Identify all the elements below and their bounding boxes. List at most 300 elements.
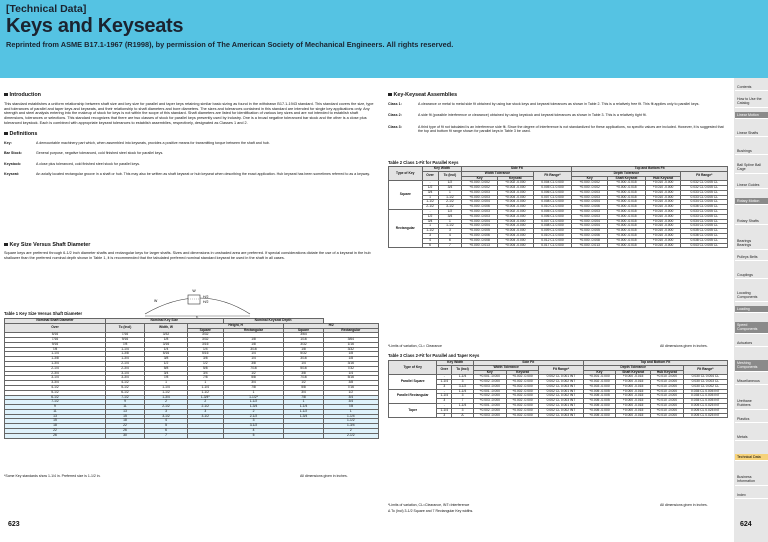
table-cell: +0.004 -0.000 (497, 233, 533, 238)
sidebar-item[interactable]: Bushings (735, 148, 768, 155)
table-cell: +0.002 -0.000 (506, 404, 539, 409)
table-cell: +0.010 -0.000 (645, 238, 681, 243)
table-header-cell: Fit Range* (681, 171, 728, 181)
table-cell: 1-1/4 (452, 389, 474, 394)
table-header-cell: Side Fit (462, 167, 572, 172)
table-cell: +0.004 -0.000 (497, 229, 533, 234)
table-cell: +0.000 -0.015 (616, 408, 651, 413)
table-cell: 0.035 CL 0.005 CL (681, 229, 728, 234)
table-cell: +0.004 -0.000 (497, 238, 533, 243)
table-cell: +0.000 -0.015 (616, 404, 651, 409)
table-cell: 5/8 (284, 385, 323, 390)
table-header-cell: Key (473, 370, 506, 375)
table-header-cell: To (Incl) (452, 365, 474, 375)
table-cell: 3/4 (223, 381, 284, 386)
assembly-text: A third type of fit not tabulated is an interference side fit. Since the degree of interference is not standardized for these applications, no specific values are included. However, it is suggested that the top and bottom fit range shown for parallel keys in Table 3 be used. (418, 124, 724, 134)
table-cell: +0.000 -0.015 (616, 394, 651, 399)
table-cell: 0.002 CL 0.003 INT (539, 384, 583, 389)
key-type-cell: Parallel Square (389, 375, 437, 389)
table3-note2: Δ To (Incl) 3-1/2 Square and 7 Rectangular Key widths. (388, 509, 474, 513)
table-cell: 0.010 CL 0.000 (533, 233, 572, 238)
table-cell: - (437, 375, 452, 380)
sidebar-item[interactable]: Couplings (735, 272, 768, 279)
table-header-cell: Nominal Key Size (105, 319, 223, 324)
table-cell: 1 (284, 400, 323, 405)
table-cell: 18 (5, 424, 106, 429)
table-cell: +0.004 -0.000 (497, 195, 533, 200)
table-header-cell: Keyseat (506, 370, 539, 375)
table-cell: +0.004 -0.000 (497, 200, 533, 205)
table-cell: 1 (422, 224, 438, 229)
table-cell: +0.001 -0.000 (473, 375, 506, 380)
table-cell: 30 (105, 433, 144, 438)
sidebar-item[interactable]: Miscellaneous (735, 378, 768, 385)
table-row (389, 243, 728, 248)
table-cell: +0.010 -0.000 (645, 210, 681, 215)
table-cell: 7 (145, 433, 188, 438)
table-cell: +0.000 -0.004 (462, 200, 498, 205)
intro-body: This standard establishes a uniform relationship between shaft size and key size for parallel and taper keys retaining similar basic sizing as found in the withdrawn B17.1-1943 standard. This standard covers the size, type and tolerances of parallel and taper keys and keyseats, and their relationship to shaft diameters and bore diameters. The sizes and tolerances contained in this standard are intended for single key applications only. Any strength and steel analysis entering into the makeup of stock for keys is not within the scope of this standard. Shaft diameters are listed for identification of various key sizes and are not intended to establish shaft dimensions, tolerances or selections. This standard recognizes that there are two classes of stock for parallel keys presently used by industry. One is a broad negative toleranced bar stock and the other is a close plus toleranced keystock. Each is combined with appropriate keyseat tolerances to establish assemblies, respectively, designated as Classes 1 and 2. (4, 102, 374, 125)
table-cell: +0.010 -0.000 (645, 233, 681, 238)
table-cell: +0.010 -0.000 (645, 214, 681, 219)
table-cell: 0.030 CL 0.002 CL (683, 384, 727, 389)
table-cell: 1/2 (145, 362, 188, 367)
table-cell: 0.036 CL 0.005 CL (681, 233, 728, 238)
table-cell: 9 (5, 405, 106, 410)
table-cell: +0.010 -0.000 (650, 394, 683, 399)
table-header-cell: Depth Tolerance (572, 171, 681, 176)
table-cell: 3/32 (187, 333, 223, 338)
table-cell: 26 (5, 433, 106, 438)
table-cell: 0.002 CL 0.002 INT (539, 394, 583, 399)
table-cell: +0.005 -0.000 (583, 408, 616, 413)
table-cell: 3-1/4 (105, 371, 144, 376)
table-cell: 0.033 CL 0.005 CL (681, 210, 728, 215)
sidebar-item[interactable]: Technical Data (735, 454, 768, 461)
table-cell: 1 (323, 409, 378, 414)
table-cell: 0.012 CL 0.000 (533, 238, 572, 243)
table-cell: 3 (223, 419, 284, 424)
table-cell: 3/32 (145, 333, 188, 338)
table-cell: +0.000 -0.008 (462, 238, 498, 243)
sidebar-item[interactable]: Urethane Rubbers (735, 398, 768, 410)
definition-text: A demountable machinery part which, when assembled into keyseats, provides a positive means for transmitting torque between the shaft and hub. (36, 141, 270, 145)
table-cell: 5/32 (284, 352, 323, 357)
table-cell: 5 (145, 424, 188, 429)
table2 (388, 166, 728, 248)
table-header-cell: Rectangular (323, 328, 378, 333)
table-cell: 9/16 (105, 338, 144, 343)
table-header-cell: Top and Bottom Fit (572, 167, 728, 172)
table-cell: 1 (438, 190, 462, 195)
table-row (5, 433, 379, 438)
table-cell: +0.003 -0.000 (473, 413, 506, 418)
table-cell: 0.010 CL 0.000 (533, 205, 572, 210)
table-cell: +0.000 -0.015 (608, 181, 646, 186)
sidebar-item[interactable]: Plastics (735, 416, 768, 423)
table-header-cell: Key Width (437, 361, 473, 366)
table-cell: +0.002 -0.000 (506, 375, 539, 380)
table-cell: 1-1/2 (145, 390, 188, 395)
table-cell: +0.000 -0.015 (616, 384, 651, 389)
table-cell: +0.000 -0.015 (608, 233, 646, 238)
table-cell: 0.017 CL 0.000 (533, 243, 572, 248)
table-cell: 0.007 CL 0.000 (533, 219, 572, 224)
table-cell: 7/16 (323, 385, 378, 390)
table-cell: +0.010 -0.000 (645, 243, 681, 248)
table-cell: +0.000 -0.015 (616, 399, 651, 404)
assembly-item (388, 102, 728, 106)
table-header-cell: Square (187, 328, 223, 333)
sidebar-item[interactable]: Index (735, 492, 768, 499)
table-cell: 0.002 CL 0.001 INT (539, 375, 583, 380)
table-cell: 0.032 CL 0.005 CL (681, 181, 728, 186)
table-cell: 5/8 (223, 376, 284, 381)
table-header-cell: Width Tolerance (462, 171, 533, 176)
table-cell: 0.002 CL 0.002 INT (539, 408, 583, 413)
assemblies-list (388, 102, 728, 141)
table-cell: 2-1/2 (323, 433, 378, 438)
table-cell: 7/16 (223, 366, 284, 371)
table-cell: +0.000 -0.005 (572, 229, 608, 234)
table-cell: +0.000 -0.002 (572, 181, 608, 186)
table-cell: 0.004 CL 0.000 (533, 181, 572, 186)
table-cell: +0.000 -0.015 (616, 389, 651, 394)
table-cell: +0.010 -0.000 (645, 200, 681, 205)
table-cell: 1-1/2 (323, 419, 378, 424)
table-cell: +0.010 -0.000 (650, 399, 683, 404)
table2-units: All dimensions given in inches. (660, 344, 708, 348)
table-cell: +0.000 -0.002 (462, 186, 498, 191)
table-cell: 0.033 CL 0.005 CL (681, 190, 728, 195)
table-cell: +0.000 -0.015 (608, 224, 646, 229)
bullet-icon (4, 93, 8, 97)
table-cell: 0.006 CL 0.000 (533, 190, 572, 195)
sidebar-item[interactable]: Contents (735, 84, 768, 91)
table-cell: 0.033 CL 0.005 CL (681, 214, 728, 219)
intro-heading: Introduction (4, 92, 41, 99)
table-cell: 3 (438, 229, 462, 234)
table-header-cell: To (Incl) (105, 323, 144, 333)
table-cell: 3/32 (187, 338, 223, 343)
table-cell: +0.002 -0.000 (506, 380, 539, 385)
table-header-cell: Width, W (145, 323, 188, 333)
sidebar-item[interactable]: How to Use the Catalog (735, 96, 768, 108)
table-cell: +0.000 -0.015 (608, 229, 646, 234)
table-cell: +0.000 -0.015 (608, 190, 646, 195)
table-cell: 1-1/4 (437, 380, 452, 385)
table-header-cell: Over (422, 171, 438, 181)
keyseat-diagram (140, 288, 260, 320)
table-cell: 3/16 (187, 342, 223, 347)
table-cell: 1/2 (187, 362, 223, 367)
table-cell: 6 (422, 243, 438, 248)
table-cell: 1-1/4 (452, 375, 474, 380)
table-cell: +0.010 -0.000 (650, 389, 683, 394)
table-cell: 3-3/4 (105, 376, 144, 381)
table-cell: 7/16 (284, 376, 323, 381)
key-type-cell: Square (389, 181, 423, 210)
table-cell: 0.036 CL 0.005 CL (681, 205, 728, 210)
table-cell: +0.003 -0.000 (497, 190, 533, 195)
table-cell: 0.008 CL 0.000 (533, 200, 572, 205)
table-cell: +0.004 -0.000 (497, 224, 533, 229)
table-cell: +0.000 -0.004 (572, 200, 608, 205)
definition-text: A close plus toleranced, cold finished steel stock for parallel keys. (36, 161, 141, 166)
sidebar-item[interactable]: Business Information (735, 474, 768, 486)
table-cell: 7/8 (187, 376, 223, 381)
sidebar-item[interactable]: Metals (735, 434, 768, 441)
table-header-cell: Over (5, 323, 106, 333)
table-cell: 5 (223, 433, 284, 438)
table-cell: 7/8 (284, 395, 323, 400)
table-cell: - (437, 389, 452, 394)
table-cell: 1/8 (223, 338, 284, 343)
page-number-left: 623 (8, 521, 20, 529)
sidebar-item[interactable]: Actuators (735, 340, 768, 347)
table-cell: 1/8 (223, 342, 284, 347)
table-cell: 2-1/4 (105, 362, 144, 367)
table-cell: +0.010 -0.000 (650, 404, 683, 409)
table-cell: 0.002 CL 0.001 INT (539, 404, 583, 409)
table-cell: 1/8 (323, 352, 378, 357)
table-cell: 7/16 (5, 338, 106, 343)
table-header-cell: Side Fit (473, 361, 583, 366)
table-cell: 0.005 CL 0.000 (533, 210, 572, 215)
table-cell: 1-3/8 (5, 357, 106, 362)
sidebar-nav (734, 78, 768, 542)
sidebar-item[interactable]: Linear Guides (735, 182, 768, 189)
table-cell: 5-1/2 (105, 385, 144, 390)
definition-term: Key: (4, 141, 12, 145)
table-cell: +0.000 -0.015 (608, 243, 646, 248)
table-cell: 0.035 CL 0.005 INT (683, 389, 727, 394)
definition-item (4, 162, 379, 166)
sidebar-item[interactable]: Ball Spline Ball Cage (735, 162, 768, 174)
table-cell: +0.000 -0.003 (462, 210, 498, 215)
table-cell: 1-1/2 (438, 195, 462, 200)
table-cell: 3 (437, 413, 452, 418)
table-cell: +0.003 -0.000 (583, 384, 616, 389)
table-cell: +0.000 -0.004 (572, 224, 608, 229)
table-cell: 0.034 CL 0.005 CL (681, 224, 728, 229)
table-cell: +0.002 -0.000 (506, 394, 539, 399)
definition-term: Bar Stock: (4, 151, 22, 156)
table-cell: 3 (452, 380, 474, 385)
table-cell: 7/8 (145, 376, 188, 381)
table-cell: 2 (145, 400, 188, 405)
table-cell: 1/2 (422, 186, 438, 191)
sidebar-item[interactable]: Speed Components (735, 322, 768, 334)
table-cell: 1-1/4 (284, 405, 323, 410)
table-cell: +0.010 -0.000 (645, 181, 681, 186)
table-cell: 3 (437, 384, 452, 389)
sidebar-item[interactable]: Loading (735, 306, 768, 313)
table-cell: 7 (452, 399, 474, 404)
table-cell: 2 (223, 409, 284, 414)
table-cell: 0.035 CL 0.005 INT (683, 399, 727, 404)
table-cell: 0.002 CL 0.003 INT (539, 399, 583, 404)
bullet-icon (388, 93, 392, 97)
sidebar-item[interactable]: Rotary Shafts (735, 218, 768, 225)
table-cell: 7/8 (223, 385, 284, 390)
table-cell: 1/2 (438, 181, 462, 186)
table-cell: 7/8 (323, 405, 378, 410)
table-cell: 3-1/4 (5, 376, 106, 381)
table-header-cell: Shaft Keyseat (616, 370, 651, 375)
table-header-cell: Fit Range* (533, 171, 572, 181)
table-cell: +0.002 -0.000 (497, 181, 533, 186)
table-cell: 0.005 CL 0.025 INT (683, 413, 727, 418)
table-header-cell: Hub Keyseat (645, 176, 681, 181)
table-cell: 11 (5, 409, 106, 414)
table-cell: 3/16 (145, 342, 188, 347)
table-header-cell: Key (583, 370, 616, 375)
table-cell: +0.000 -0.004 (572, 219, 608, 224)
table-cell: +0.000 -0.015 (608, 205, 646, 210)
table-cell: +0.002 -0.000 (583, 380, 616, 385)
table-cell: 15 (105, 414, 144, 419)
table-cell: 9/16 (5, 342, 106, 347)
table-cell: 3/4 (422, 190, 438, 195)
table-header-cell: Depth Tolerance (583, 365, 683, 370)
assembly-term: Class 1: (388, 102, 402, 106)
diagram-label-h2-bottom: H/2 (203, 300, 209, 304)
table-cell: +0.000 -0.006 (462, 233, 498, 238)
table-cell: 3 (145, 409, 188, 414)
table-header-cell: Top and Bottom Fit (583, 361, 727, 366)
table-cell: 1-3/8 (105, 352, 144, 357)
table-header-cell: Keyseat (497, 176, 533, 181)
table-cell: 4-1/2 (5, 385, 106, 390)
table-cell: +0.005 -0.000 (583, 413, 616, 418)
sidebar-item[interactable]: Rotary Motion (735, 198, 768, 205)
sidebar-item[interactable]: Locating Components (735, 290, 768, 302)
sidebar-item[interactable]: Meshing Components (735, 360, 768, 372)
table-cell: 3/32 (284, 342, 323, 347)
table-cell: 1-3/4* (187, 395, 223, 400)
table-cell: 3/16 (323, 362, 378, 367)
table-header-cell: Rectangular (223, 328, 284, 333)
table-cell: 1-1/4 (323, 414, 378, 419)
definition-term: Keystock: (4, 161, 22, 166)
table-cell: 0.034 CL 0.005 CL (681, 219, 728, 224)
table-cell: 1 (422, 195, 438, 200)
table-cell: +0.000 -0.002 (572, 186, 608, 191)
table-cell: +0.000 -0.015 (616, 380, 651, 385)
table-cell: 3 (187, 409, 223, 414)
table-cell: 7-1/2 (5, 400, 106, 405)
table-cell: +0.003 -0.000 (473, 399, 506, 404)
sidebar-item[interactable]: Linear Shafts (735, 130, 768, 137)
table-cell (284, 433, 323, 438)
table-cell: +0.000 -0.015 (608, 210, 646, 215)
table-cell: 18 (105, 419, 144, 424)
page-title: Keys and Keyseats (6, 15, 184, 37)
table3 (388, 360, 728, 418)
table-cell: 1 (223, 390, 284, 395)
table-cell: 1/2 (223, 371, 284, 376)
table-cell: +0.001 -0.000 (583, 375, 616, 380)
table-cell: +0.010 -0.000 (645, 195, 681, 200)
table-cell: 1-1/2* (223, 395, 284, 400)
table-cell: +0.010 -0.000 (650, 375, 683, 380)
table-cell: 3-3/4 (5, 381, 106, 386)
table-cell: 3 (452, 394, 474, 399)
table-cell: 3 (437, 399, 452, 404)
table-header-cell: Width Tolerance (473, 365, 539, 370)
table-cell: +0.010 -0.000 (645, 190, 681, 195)
sidebar-item[interactable]: Linear Motion (735, 112, 768, 119)
table-cell (187, 433, 223, 438)
table-cell: +0.003 -0.000 (497, 186, 533, 191)
table-cell: - (422, 181, 438, 186)
table-cell: +0.000 -0.003 (572, 190, 608, 195)
table-header-cell: Nominal Shaft Diameter (5, 319, 106, 324)
table-cell: +0.010 -0.000 (645, 186, 681, 191)
table-cell: 0.007 CL 0.000 (533, 195, 572, 200)
table-cell: 1/2 (284, 381, 323, 386)
table-cell: +0.000 -0.004 (462, 224, 498, 229)
table-cell: 0.005 CL 0.025 INT (683, 408, 727, 413)
table-cell: 7/8 (105, 342, 144, 347)
definition-item (4, 151, 379, 155)
table-cell: +0.002 -0.000 (473, 380, 506, 385)
table2-caption: Table 2 Class 1-Fit for Parallel Keys (388, 160, 459, 165)
table-cell: +0.004 -0.000 (497, 205, 533, 210)
table-cell: 1/16 (284, 338, 323, 343)
table-cell: 3/4 (323, 395, 378, 400)
table-cell: 2-1/2 (223, 414, 284, 419)
table-cell: 1-3/4 (145, 395, 188, 400)
table-cell: 2-1/2 (187, 405, 223, 410)
sidebar-item[interactable]: Pulleys Belts (735, 254, 768, 261)
table-cell: 3 (422, 233, 438, 238)
table-header-cell: Hub Keyseat (650, 370, 683, 375)
sidebar-item[interactable]: Bearings Bearings (735, 238, 768, 250)
table-cell: 1/8 (145, 338, 188, 343)
table-header-cell: Key (572, 176, 608, 181)
table-cell: 1/4 (145, 347, 188, 352)
table-cell: 6-1/2 (5, 395, 106, 400)
table-cell: 7/32 (323, 366, 378, 371)
table-cell: 0.034 CL 0.005 CL (681, 200, 728, 205)
table-cell: 3/8 (223, 362, 284, 367)
table-cell: 0.008 CL 0.000 (533, 224, 572, 229)
table-cell: 6 (145, 428, 188, 433)
table-cell: 5/8 (187, 366, 223, 371)
definition-item (4, 172, 379, 176)
table-cell: 3-1/2 (223, 424, 284, 429)
table-cell: +0.000 -0.013 (572, 243, 608, 248)
table-cell: 3/32 (323, 347, 378, 352)
table-cell: 1/16 (323, 342, 378, 347)
table-cell: +0.002 -0.000 (506, 408, 539, 413)
table-header-cell: Shaft Keyseat (608, 176, 646, 181)
table-cell: 6-1/2 (105, 390, 144, 395)
table-cell: 2-1/2 (422, 205, 438, 210)
table-cell: 2-1/4 (5, 366, 106, 371)
table2-note: *Limits of variation, CL= Clearance (388, 344, 442, 348)
table3-caption: Table 3 Class 2-Fit for Parallel and Taper Keys (388, 353, 480, 358)
table-cell: 3-1/2 (187, 414, 223, 419)
assembly-text: A side fit (possible interference or clearance) obtained by using keystock and keyseat tolerances as shown in Table 3. This is a relatively tight fit. (418, 113, 647, 118)
table-cell: 0.006 CL 0.000 (533, 214, 572, 219)
table-header-cell: Fit Range* (683, 365, 727, 375)
table-cell: 0.009 CL 0.000 (533, 229, 572, 234)
table-cell: +0.010 -0.000 (645, 229, 681, 234)
table-cell: 3/8 (323, 381, 378, 386)
